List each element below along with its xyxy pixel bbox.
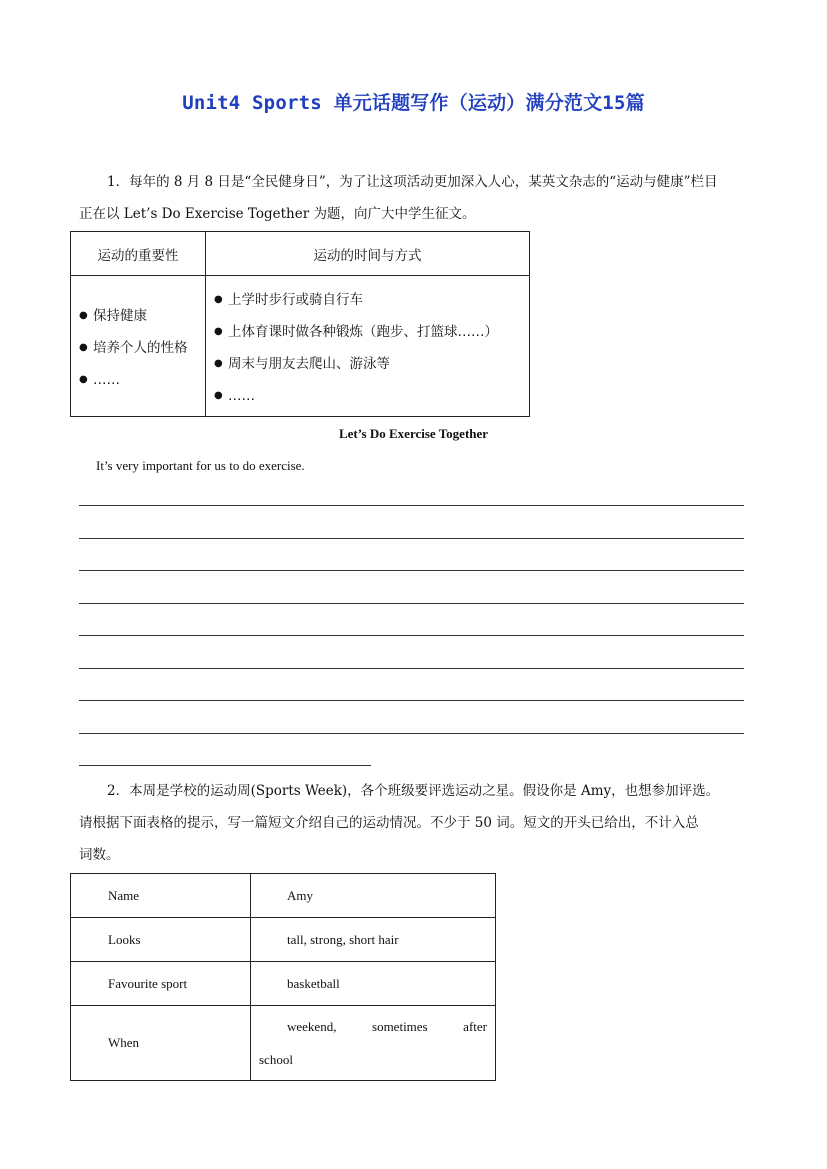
q2-prompt-line2: 请根据下面表格的提示，写一篇短文介绍自己的运动情况。不少于 50 词。短文的开头已给出，不计入总	[79, 815, 699, 831]
q2-label-sport: Favourite sport	[71, 962, 251, 1006]
writing-line	[79, 570, 744, 571]
writing-line	[79, 700, 744, 701]
writing-line	[79, 635, 744, 636]
list-item: ● 上学时步行或骑自行车	[206, 284, 529, 316]
q2-label-when: When	[71, 1006, 251, 1081]
list-item: ● ……	[206, 380, 529, 412]
list-item: ● 培养个人的性格	[71, 332, 205, 364]
q1-cell-importance	[71, 276, 206, 417]
essay-starter: It’s very important for us to do exercise.	[96, 458, 305, 473]
q1-header-left: 运动的重要性	[71, 232, 206, 276]
page-title: Unit4 Sports 单元话题写作（运动）满分范文15篇	[182, 92, 645, 114]
writing-line	[79, 505, 744, 506]
q1-prompt-line2: 正在以 Let’s Do Exercise Together 为题，向广大中学生征文。	[79, 206, 476, 222]
list-item: ● 保持健康	[71, 300, 205, 332]
q1-cell-ways	[206, 276, 530, 417]
q2-value-when-line1: weekend, sometimes after	[287, 1019, 487, 1034]
q2-value-sport: basketball	[251, 962, 496, 1006]
q2-value-when	[251, 1006, 496, 1081]
q1-prompt-line1: 1．每年的 8 月 8 日是“全民健身日”，为了让这项活动更加深入人心，某英文杂志的“运动与健康”栏目	[107, 174, 718, 190]
q2-value-name: Amy	[251, 874, 496, 918]
q2-prompt-line3: 词数。	[79, 847, 120, 863]
q2-table	[70, 873, 496, 1081]
q2-value-when-line2: school	[259, 1052, 293, 1067]
writing-line	[79, 603, 744, 604]
q2-label-name: Name	[71, 874, 251, 918]
list-item: ● 周末与朋友去爬山、游泳等	[206, 348, 529, 380]
writing-line	[79, 733, 744, 734]
q2-prompt-line1: 2．本周是学校的运动周(Sports Week)，各个班级要评选运动之星。假设你是 Amy，也想参加评选。	[107, 783, 720, 799]
q1-header-right: 运动的时间与方式	[206, 232, 530, 276]
list-item: ● ……	[71, 364, 205, 396]
q2-label-looks: Looks	[71, 918, 251, 962]
q1-table	[70, 231, 530, 417]
list-item: ● 上体育课时做各种锻炼（跑步、打篮球……）	[206, 316, 529, 348]
writing-line-short	[79, 765, 371, 766]
writing-line	[79, 538, 744, 539]
q2-value-looks: tall, strong, short hair	[251, 918, 496, 962]
essay-title: Let’s Do Exercise Together	[338, 426, 489, 441]
writing-line	[79, 668, 744, 669]
